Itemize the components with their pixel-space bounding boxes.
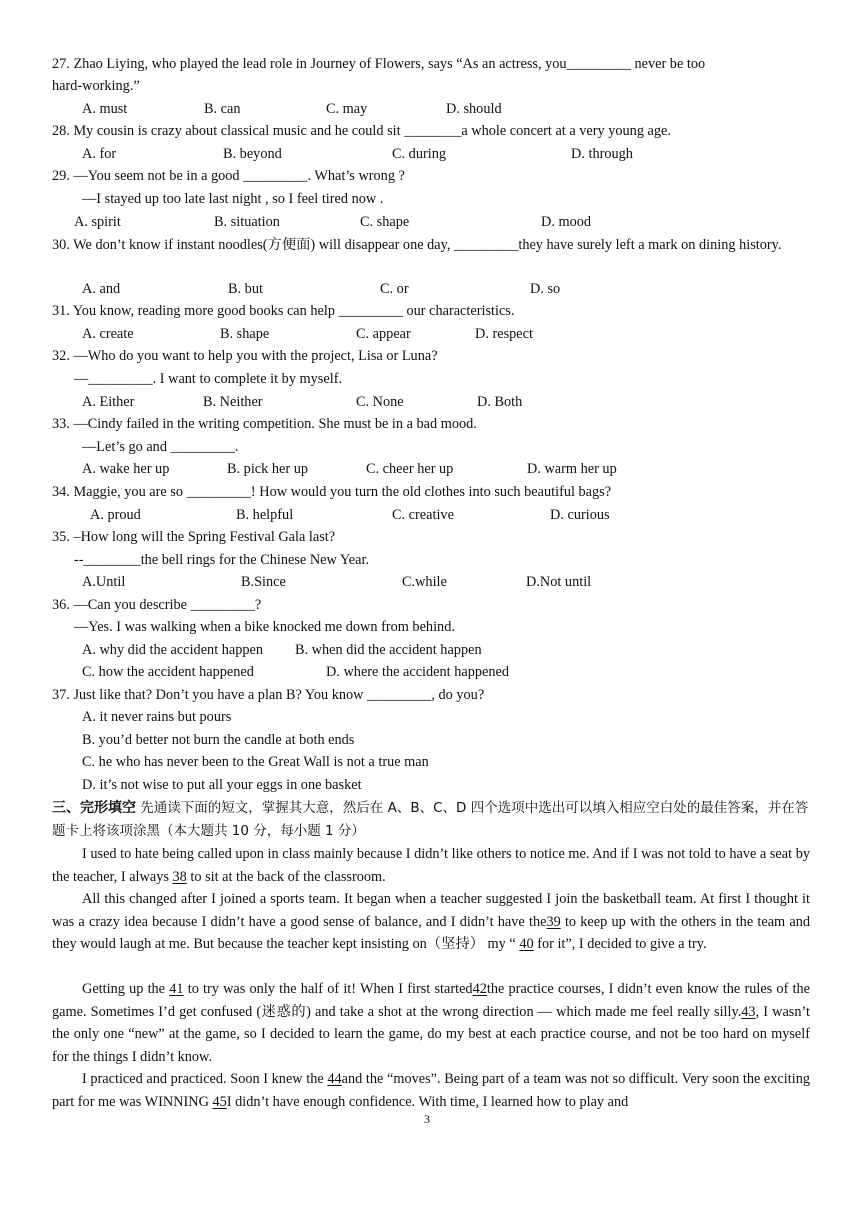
q35-option-d: D.Not until bbox=[526, 574, 592, 590]
blank-38: 38 bbox=[172, 868, 187, 885]
question-28-stem: 28. My cousin is crazy about classical music and he could sit ________a whole concert at a very young age. bbox=[52, 123, 671, 139]
page-number: 3 bbox=[424, 1112, 430, 1126]
q31-option-c: C. appear bbox=[356, 326, 411, 342]
q33-option-b: B. pick her up bbox=[227, 461, 308, 477]
question-35-stem: 35. –How long will the Spring Festival Gala last? bbox=[52, 529, 336, 545]
question-33-stem: 33. —Cindy failed in the writing competition. She must be in a bad mood. bbox=[52, 416, 477, 432]
blank-40: 40 bbox=[519, 936, 534, 953]
question-36-stem: 36. —Can you describe _________? bbox=[52, 597, 262, 613]
question-27-stem: 27. Zhao Liying, who played the lead role in Journey of Flowers, says “As an actress, you_________ never be too bbox=[52, 56, 706, 72]
q29-option-d: D. mood bbox=[541, 214, 592, 230]
question-27-stem-cont: hard-working.” bbox=[52, 78, 140, 94]
q37-option-c: C. he who has never been to the Great Wall is not a true man bbox=[82, 754, 429, 770]
q36-option-c: C. how the accident happened bbox=[82, 664, 254, 680]
q30-option-d: D. so bbox=[530, 281, 561, 297]
question-32-stem: 32. —Who do you want to help you with the project, Lisa or Luna? bbox=[52, 348, 438, 364]
q30-option-a: A. and bbox=[82, 281, 121, 297]
q28-option-d: D. through bbox=[571, 146, 633, 162]
q33-option-d: D. warm her up bbox=[527, 461, 617, 477]
q29-option-c: C. shape bbox=[360, 214, 410, 230]
section-3-title: 三、完形填空 bbox=[52, 800, 136, 816]
question-35-reply: --________the bell rings for the Chinese New Year. bbox=[74, 552, 370, 568]
q32-option-a: A. Either bbox=[82, 394, 135, 410]
question-31-stem: 31. You know, reading more good books can help _________ our characteristics. bbox=[52, 303, 515, 319]
q27-option-d: D. should bbox=[446, 101, 502, 117]
q28-option-b: B. beyond bbox=[223, 146, 282, 162]
question-29-stem: 29. —You seem not be in a good _________. What’s wrong ? bbox=[52, 168, 405, 184]
q31-option-d: D. respect bbox=[475, 326, 533, 342]
q29-option-a: A. spirit bbox=[74, 214, 121, 230]
question-33-reply: —Let’s go and _________. bbox=[82, 439, 239, 455]
q36-option-d: D. where the accident happened bbox=[326, 664, 509, 680]
q31-option-b: B. shape bbox=[220, 326, 270, 342]
q34-option-b: B. helpful bbox=[236, 507, 294, 523]
q32-option-b: B. Neither bbox=[203, 394, 263, 410]
q27-option-c: C. may bbox=[326, 101, 368, 117]
q37-option-b: B. you’d better not burn the candle at both ends bbox=[82, 732, 355, 748]
blank-44: 44 bbox=[327, 1071, 342, 1087]
q30-option-b: B. but bbox=[228, 281, 263, 297]
q30-option-c: C. or bbox=[380, 281, 409, 297]
blank-45: 45 bbox=[212, 1093, 227, 1110]
q27-option-b: B. can bbox=[204, 101, 241, 117]
q31-option-a: A. create bbox=[82, 326, 134, 342]
q35-option-a: A.Until bbox=[82, 574, 126, 590]
q36-option-a: A. why did the accident happen bbox=[82, 642, 264, 658]
blank-42: 42 bbox=[472, 981, 487, 997]
q36-option-b: B. when did the accident happen bbox=[295, 642, 482, 658]
blank-43: 43 bbox=[741, 1003, 756, 1020]
section-3-heading bbox=[52, 797, 810, 842]
q33-option-a: A. wake her up bbox=[82, 461, 170, 477]
q37-option-d: D. it’s not wise to put all your eggs in one basket bbox=[82, 777, 362, 793]
passage-paragraph-2: All this changed after I joined a sports team. It began when a teacher suggested I join the basketball team. At first I thought it was a crazy idea because I didn’t have a good sense of balance, and I didn’t have the39 to keep up with the others in the team and they would laugh at me. But because the teacher kept insisting on（坚持） my “ 40 for it”, I decided to give a try. bbox=[52, 891, 811, 953]
q34-option-c: C. creative bbox=[392, 507, 454, 523]
passage-paragraph-4: I practiced and practiced. Soon I knew the 44and the “moves”. Being part of a team was not so difficult. Very soon the exciting part for me was WINNING 45I didn’t have enough confidence. With time, I learned how to play and bbox=[52, 1071, 810, 1110]
q32-option-d: D. Both bbox=[477, 394, 523, 410]
blank-41: 41 bbox=[169, 981, 184, 997]
question-32-reply: —_________. I want to complete it by myself. bbox=[74, 371, 343, 387]
question-36-reply: —Yes. I was walking when a bike knocked me down from behind. bbox=[74, 619, 455, 635]
passage-paragraph-3: Getting up the 41 to try was only the half of it! When I first started42the practice courses, I didn’t even know the rules of the game. Sometimes I’d get confused (迷惑的) and take a shot at the wrong direction — which made me feel really silly.43, I wasn’t the only one “new” at the game, so I decided to learn the game, do my best at each practice course, and not be too hard on myself for the things I didn’t know. bbox=[52, 981, 810, 1065]
q34-option-d: D. curious bbox=[550, 507, 610, 523]
q32-option-c: C. None bbox=[356, 394, 404, 410]
section-3-instructions: 先通读下面的短文，掌握其大意，然后在 A、B、C、D 四个选项中选出可以填入相应空白处的最佳答案，并在答题卡上将该项涂黑（本大题共 10 分，每小题 1 分） bbox=[52, 800, 809, 839]
q34-option-a: A. proud bbox=[90, 507, 141, 523]
blank-39: 39 bbox=[546, 913, 561, 930]
q29-option-b: B. situation bbox=[214, 214, 280, 230]
q35-option-b: B.Since bbox=[241, 574, 286, 590]
question-34-stem: 34. Maggie, you are so _________! How would you turn the old clothes into such beautiful bags? bbox=[52, 484, 612, 500]
q33-option-c: C. cheer her up bbox=[366, 461, 454, 477]
q28-option-a: A. for bbox=[82, 146, 117, 162]
q27-option-a: A. must bbox=[82, 101, 128, 117]
q37-option-a: A. it never rains but pours bbox=[82, 709, 232, 725]
q35-option-c: C.while bbox=[402, 574, 447, 590]
passage-paragraph-1: I used to hate being called upon in class mainly because I didn’t like others to notice me. And if I was not told to have a seat by the teacher, I always 38 to sit at the back of the classroom. bbox=[52, 846, 810, 885]
q28-option-c: C. during bbox=[392, 146, 447, 162]
question-37-stem: 37. Just like that? Don’t you have a plan B? You know _________, do you? bbox=[52, 687, 485, 703]
question-30-stem: 30. We don’t know if instant noodles(方便面) will disappear one day, _________they have surely left a mark on dining history. bbox=[52, 237, 782, 253]
question-29-reply: —I stayed up too late last night , so I feel tired now . bbox=[82, 191, 384, 207]
